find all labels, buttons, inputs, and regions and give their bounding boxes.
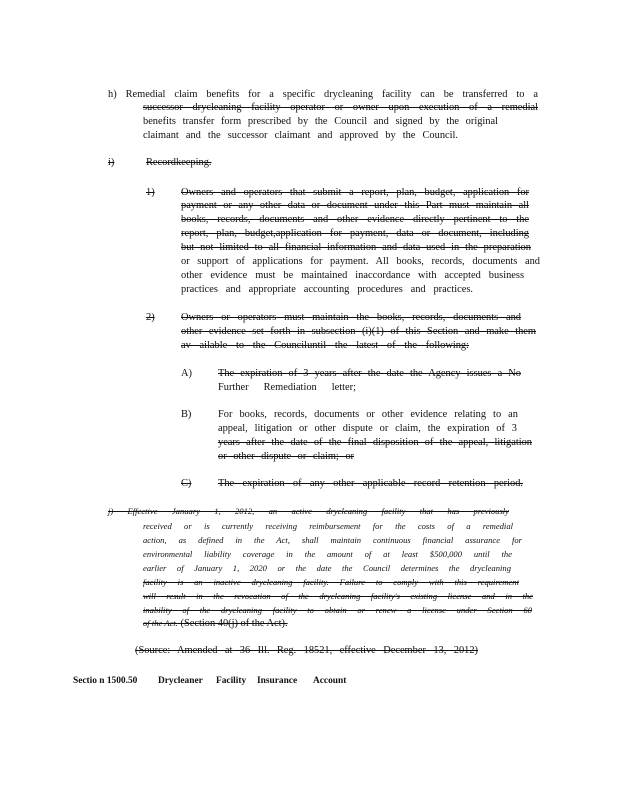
sub-a-line: Further Remediation letter; <box>218 382 356 393</box>
section-j-line: will result in the revocation of the drycleaning facility's existing license and in the <box>143 591 533 601</box>
section-j-line: environmental liability coverage in the amount of at least $500,000 until the <box>143 549 512 559</box>
section-j-line: inability of the drycleaning facility to obtain or renew a license under Section 60 <box>143 605 532 615</box>
item-1-line: Owners and operators that submit a report, plan, budget, application for <box>181 187 529 198</box>
section-j-line: j) Effective January 1, 2012, an active drycleaning facility that has previously <box>108 506 509 516</box>
item-2-line: other evidence set forth in subsection (i)(1) of this Section and make them <box>181 326 536 337</box>
section-j-last-line <box>143 617 288 630</box>
item-2-line: av ailable to the Counciluntil the latest of the following: <box>181 340 469 351</box>
heading-word: Account <box>313 676 347 686</box>
sub-b-marker: B) <box>181 409 192 420</box>
section-j-line: earlier of January 1, 2020 or the date the Council determines the drycleaning <box>143 563 511 573</box>
item-2-line: Owners or operators must maintain the books, records, documents and <box>181 312 521 323</box>
sub-c-line: The expiration of any other applicable record retention period. <box>218 478 523 489</box>
heading-word: Drycleaner <box>158 676 203 686</box>
source-note: (Source: Amended at 36 Ill. Reg. 18521, effective December 13, 2012) <box>135 645 478 656</box>
section-j-line: action, as defined in the Act, shall maintain continuous financial assurance for <box>143 535 522 545</box>
sub-b-line: For books, records, documents or other evidence relating to an <box>218 409 518 420</box>
item-2-marker: 2) <box>146 312 155 323</box>
section-j-line: received or is currently receiving reimbursement for the costs of a remedial <box>143 521 513 531</box>
sub-b-line: years after the date of the final disposition of the appeal, litigation <box>218 437 532 448</box>
section-number: Sectio n 1500.50 <box>73 676 138 686</box>
section-h-line: benefits transfer form prescribed by the Council and signed by the original <box>143 116 498 127</box>
sub-a-marker: A) <box>181 368 192 379</box>
heading-word: Insurance <box>257 676 298 686</box>
sub-a-line: The expiration of 3 years after the date the Agency issues a No <box>218 368 521 379</box>
item-1-line: but not limited to all financial information and data used in the preparation <box>181 242 531 253</box>
sub-b-line: appeal, litigation or other dispute or claim, the expiration of 3 <box>218 423 517 434</box>
sub-c-marker: C) <box>181 478 192 489</box>
section-i-marker: i) <box>108 157 115 168</box>
section-h-line: successor drycleaning facility operator or owner upon execution of a remedial <box>143 102 538 113</box>
item-1-line: practices and appropriate accounting procedures and practices. <box>181 284 473 295</box>
section-j-last-italic: of the Act. <box>143 618 178 628</box>
section-j-line: facility is an inactive drycleaning facility. Failure to comply with this requirement <box>143 577 519 587</box>
item-1-line: or support of applications for payment. All books, records, documents and <box>181 256 540 267</box>
section-i-title: Recordkeeping. <box>146 157 212 168</box>
item-1-line: other evidence must be maintained inaccordance with accepted business <box>181 270 524 281</box>
sub-b-line: or other dispute or claim; or <box>218 451 354 462</box>
section-j-citation: (Section 40(j) of the Act). <box>177 618 288 629</box>
item-1-line: report, plan, budget,application for payment, data or document, including <box>181 228 529 239</box>
heading-word: Facility <box>216 676 247 686</box>
item-1-line: books, records, documents and other evidence directly pertinent to the <box>181 214 529 225</box>
section-h-line: claimant and the successor claimant and approved by the Council. <box>143 130 458 141</box>
item-1-marker: 1) <box>146 187 155 198</box>
section-h-line: h) Remedial claim benefits for a specific drycleaning facility can be transferred to a <box>108 89 538 100</box>
item-1-line: payment or any other data or document under this Part must maintain all <box>181 200 529 211</box>
